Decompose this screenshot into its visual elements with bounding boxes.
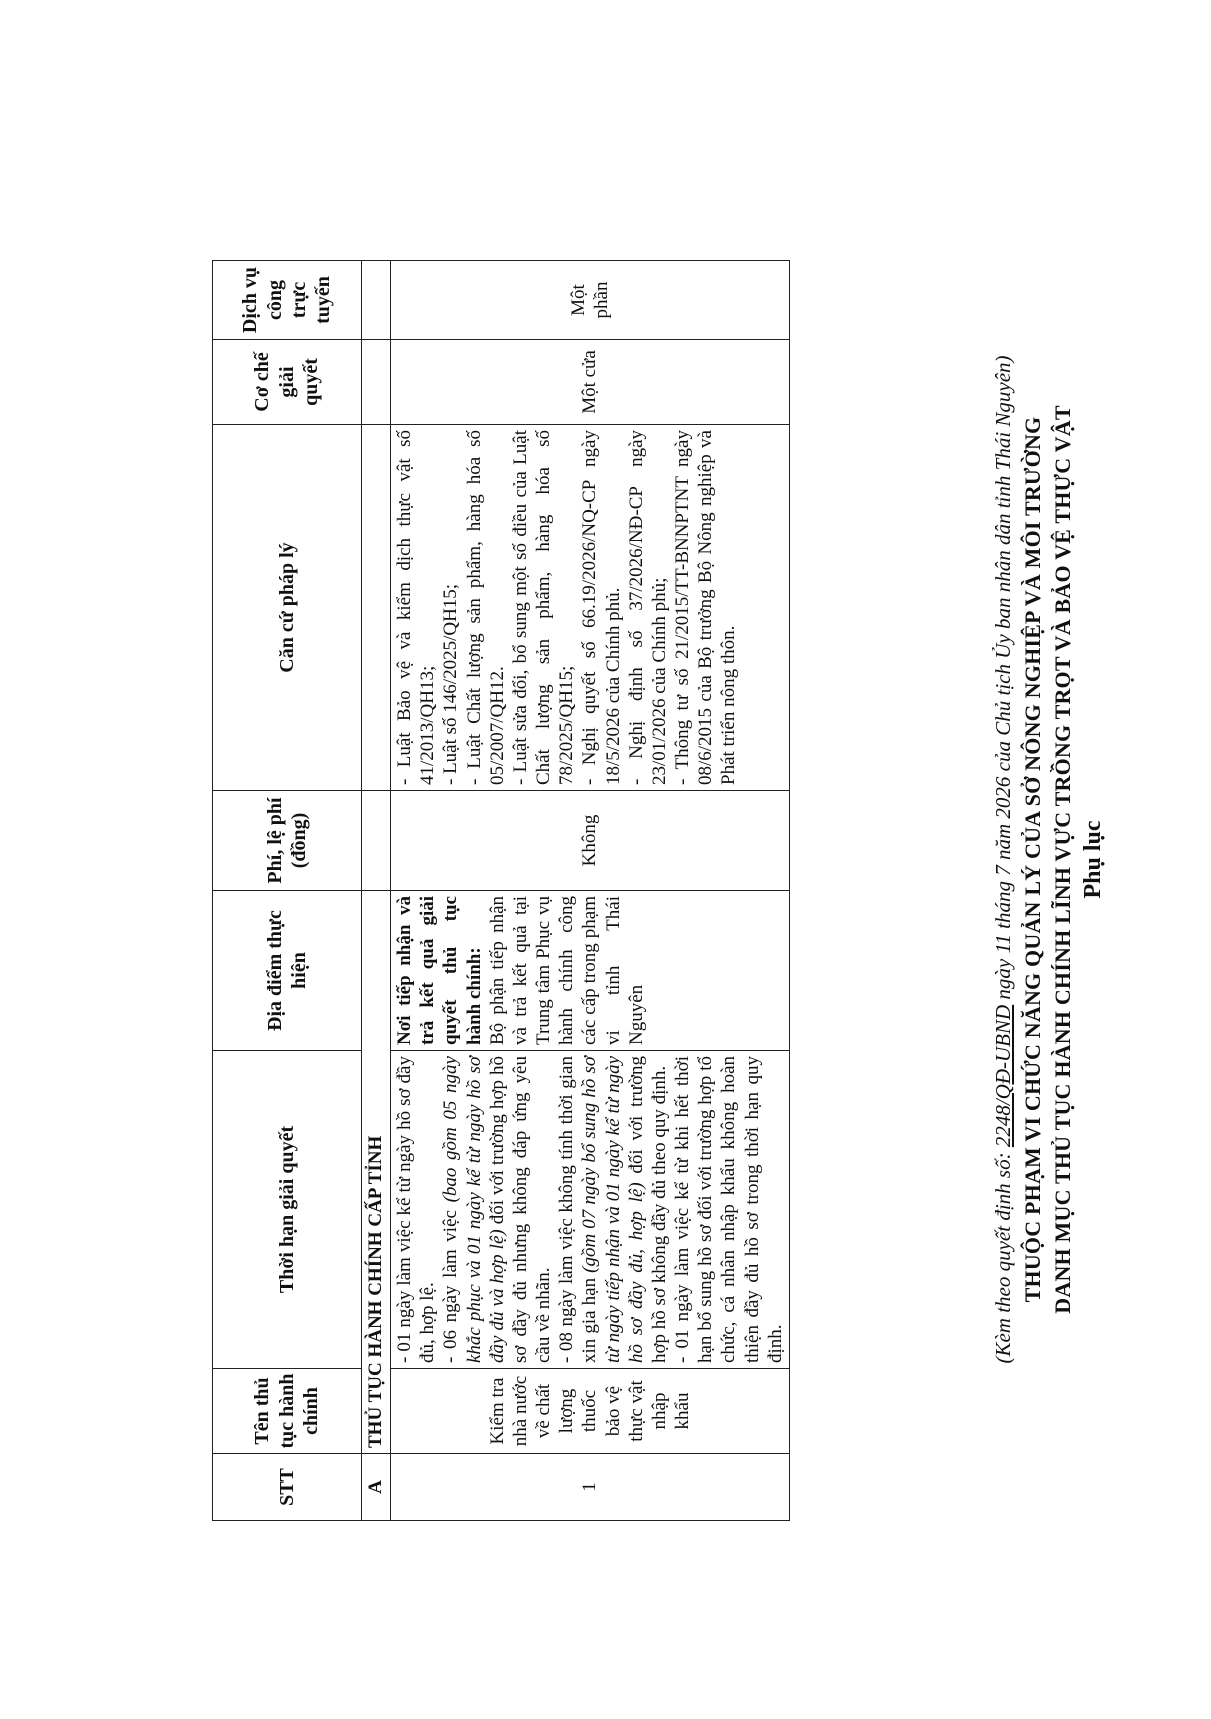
- col-header-stt: STT: [213, 1454, 362, 1521]
- col-header-deadline: Thời hạn giải quyết: [213, 1051, 362, 1369]
- note-suffix: ngày 11 tháng 7 năm 2026 của Chủ tịch Ủy ban nhân dân tỉnh Thái Nguyên): [991, 355, 1015, 1000]
- decision-number: 2248/QĐ-UBND: [991, 1004, 1015, 1148]
- section-label: A: [362, 1454, 391, 1521]
- section-title: THỦ TỤC HÀNH CHÍNH CẤP TỈNH: [362, 891, 391, 1454]
- location-heading: Nơi tiếp nhận và trả kết quả giải quyết thủ tục hành chính:: [394, 896, 485, 1045]
- col-header-legal-basis: Căn cứ pháp lý: [213, 425, 362, 791]
- deadline-item: - 06 ngày làm việc (bao gồm 05 ngày khắc phục và 01 ngày kể từ ngày hồ sơ đầy đủ và hợp lệ) đối với trường hợp hồ sơ đầy đủ nhưng không đáp ứng yêu cầu về nhãn.: [440, 1056, 555, 1363]
- row-deadline: [391, 1051, 790, 1369]
- appendix-title: Phụ lục: [1080, 820, 1106, 899]
- row-online-service: Một phần: [391, 261, 790, 340]
- note-prefix: (Kèm theo quyết định số:: [991, 1152, 1015, 1364]
- col-header-mechanism: Cơ chế giải quyết: [213, 340, 362, 425]
- row-legal-basis: [391, 425, 790, 791]
- section-row: [362, 261, 391, 1521]
- procedure-table: [212, 260, 790, 1521]
- table-header-row: [213, 261, 362, 1521]
- col-header-online-service: Dịch vụ công trực tuyến: [213, 261, 362, 340]
- table-row: [391, 261, 790, 1521]
- deadline-item: - 01 ngày làm việc kể từ ngày hồ sơ đầy đủ, hợp lệ.: [394, 1056, 439, 1363]
- row-procedure-name: Kiểm tra nhà nước về chất lượng thuốc bảo vệ thực vật nhập khẩu: [391, 1369, 790, 1454]
- legal-basis-item: - Luật sửa đổi, bổ sung một số điều của Luật Chất lượng sản phẩm, hàng hóa số 78/2025/QH15;: [509, 430, 578, 785]
- col-header-fee: Phí, lệ phí (đồng): [213, 791, 362, 891]
- deadline-item: - 01 ngày làm việc kể từ khi hết thời hạn bổ sung hồ sơ đối với trường hợp tổ chức, cá nhân nhập khẩu không hoàn thiện đầy đủ hồ sơ trong thời hạn quy định.: [672, 1056, 786, 1363]
- col-header-procedure-name: Tên thủ tục hành chính: [213, 1369, 362, 1454]
- legal-basis-item: - Luật Chất lượng sản phẩm, hàng hóa số 05/2007/QH12.: [463, 430, 508, 785]
- legal-basis-item: - Luật số 146/2025/QH15;: [440, 583, 462, 785]
- deadline-item: - 08 ngày làm việc không tính thời gian xin gia hạn (gồm 07 ngày bổ sung hồ sơ từ ngày tiếp nhận và 01 ngày kể từ ngày hồ sơ đầy đủ, hợp lệ) đối với trường hợp hồ sơ không đầy đủ theo quy định.: [556, 1056, 670, 1363]
- decision-reference-note: [991, 0, 1016, 1719]
- row-stt: 1: [391, 1454, 790, 1521]
- row-mechanism: Một cửa: [391, 340, 790, 425]
- document-heading-line-2: THUỘC PHẠM VI CHỨC NĂNG QUẢN LÝ CỦA SỞ NÔNG NGHIỆP VÀ MÔI TRƯỜNG: [1020, 416, 1045, 1303]
- legal-basis-item: - Thông tư số 21/2015/TT-BNNPTNT ngày 08/6/2015 của Bộ trưởng Bộ Nông nghiệp và Phát triển nông thôn.: [672, 430, 740, 785]
- legal-basis-item: - Nghị quyết số 66.19/2026/NQ-CP ngày 18/5/2026 của Chính phủ.: [579, 430, 624, 785]
- row-fee: Không: [391, 791, 790, 891]
- section-empty-cell: [362, 425, 391, 791]
- section-empty-cell: [362, 340, 391, 425]
- row-location: [391, 891, 790, 1051]
- section-empty-cell: [362, 791, 391, 891]
- document-heading-line-1: DANH MỤC THỦ TỤC HÀNH CHÍNH LĨNH VỰC TRỒNG TRỌT VÀ BẢO VỆ THỰC VẬT: [1050, 405, 1075, 1314]
- legal-basis-item: - Luật Bảo vệ và kiểm dịch thực vật số 41/2013/QH13;: [394, 430, 439, 785]
- legal-basis-item: - Nghị định số 37/2026/NĐ-CP ngày 23/01/2026 của Chính phủ;: [625, 430, 670, 785]
- section-empty-cell: [362, 261, 391, 340]
- col-header-location: Địa điểm thực hiện: [213, 891, 362, 1051]
- location-text: Bộ phận tiếp nhận và trả kết quả tại Trung tâm Phục vụ hành chính công các cấp trong phạm vi tỉnh Thái Nguyên: [486, 896, 647, 1045]
